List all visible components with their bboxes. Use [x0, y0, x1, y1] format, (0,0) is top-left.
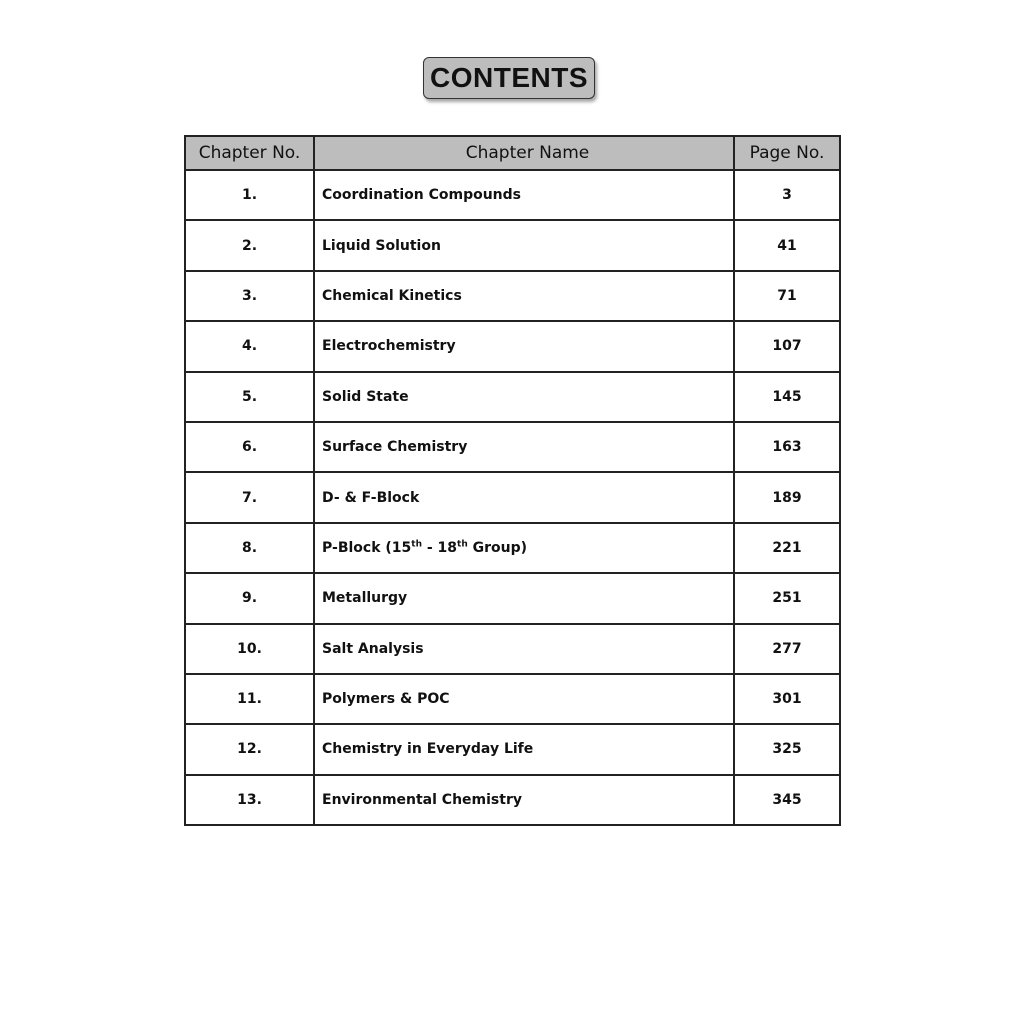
chapter-number: 9.: [185, 573, 314, 623]
chapter-number: 7.: [185, 472, 314, 522]
chapter-number: 8.: [185, 523, 314, 573]
chapter-name: Solid State: [314, 372, 734, 422]
page-number: 71: [734, 271, 840, 321]
ordinal-suffix: th: [457, 539, 468, 550]
page-number: 41: [734, 220, 840, 270]
table-row: [185, 624, 840, 674]
chapter-number: 3.: [185, 271, 314, 321]
chapter-number: 6.: [185, 422, 314, 472]
table-row: [185, 372, 840, 422]
chapter-name: Coordination Compounds: [314, 170, 734, 220]
table-row: [185, 775, 840, 825]
table-row: [185, 170, 840, 220]
contents-table: [184, 135, 841, 826]
chapter-name: Metallurgy: [314, 573, 734, 623]
table-row: [185, 472, 840, 522]
name-suffix: Group): [467, 539, 528, 556]
table-row: [185, 321, 840, 371]
table-row: [185, 573, 840, 623]
table-row: [185, 220, 840, 270]
header-page-no: Page No.: [734, 136, 840, 170]
chapter-number: 1.: [185, 170, 314, 220]
name-middle: - 18: [422, 539, 458, 556]
chapter-name: Chemistry in Everyday Life: [314, 724, 734, 774]
page-number: 189: [734, 472, 840, 522]
table-row: [185, 724, 840, 774]
chapter-name: Liquid Solution: [314, 220, 734, 270]
chapter-name: [314, 523, 734, 573]
table-row: [185, 422, 840, 472]
page-number: 277: [734, 624, 840, 674]
page-number: 145: [734, 372, 840, 422]
chapter-name: D- & F-Block: [314, 472, 734, 522]
chapter-name: Electrochemistry: [314, 321, 734, 371]
ordinal-suffix: th: [411, 539, 422, 550]
table-row: [185, 523, 840, 573]
chapter-number: 4.: [185, 321, 314, 371]
table-row: [185, 271, 840, 321]
page-number: 345: [734, 775, 840, 825]
page-number: 163: [734, 422, 840, 472]
name-prefix: P-Block (15: [322, 539, 412, 556]
page-number: 221: [734, 523, 840, 573]
page-number: 3: [734, 170, 840, 220]
chapter-name: Surface Chemistry: [314, 422, 734, 472]
chapter-name: Polymers & POC: [314, 674, 734, 724]
chapter-number: 13.: [185, 775, 314, 825]
chapter-name: Environmental Chemistry: [314, 775, 734, 825]
chapter-name: Chemical Kinetics: [314, 271, 734, 321]
page-number: 251: [734, 573, 840, 623]
table-row: [185, 674, 840, 724]
chapter-number: 2.: [185, 220, 314, 270]
chapter-name: Salt Analysis: [314, 624, 734, 674]
chapter-number: 11.: [185, 674, 314, 724]
page-number: 107: [734, 321, 840, 371]
table-header-row: [185, 136, 840, 170]
chapter-number: 5.: [185, 372, 314, 422]
page-title: CONTENTS: [423, 57, 595, 99]
page-number: 301: [734, 674, 840, 724]
header-chapter-no: Chapter No.: [185, 136, 314, 170]
header-chapter-name: Chapter Name: [314, 136, 734, 170]
page-number: 325: [734, 724, 840, 774]
chapter-number: 10.: [185, 624, 314, 674]
chapter-number: 12.: [185, 724, 314, 774]
